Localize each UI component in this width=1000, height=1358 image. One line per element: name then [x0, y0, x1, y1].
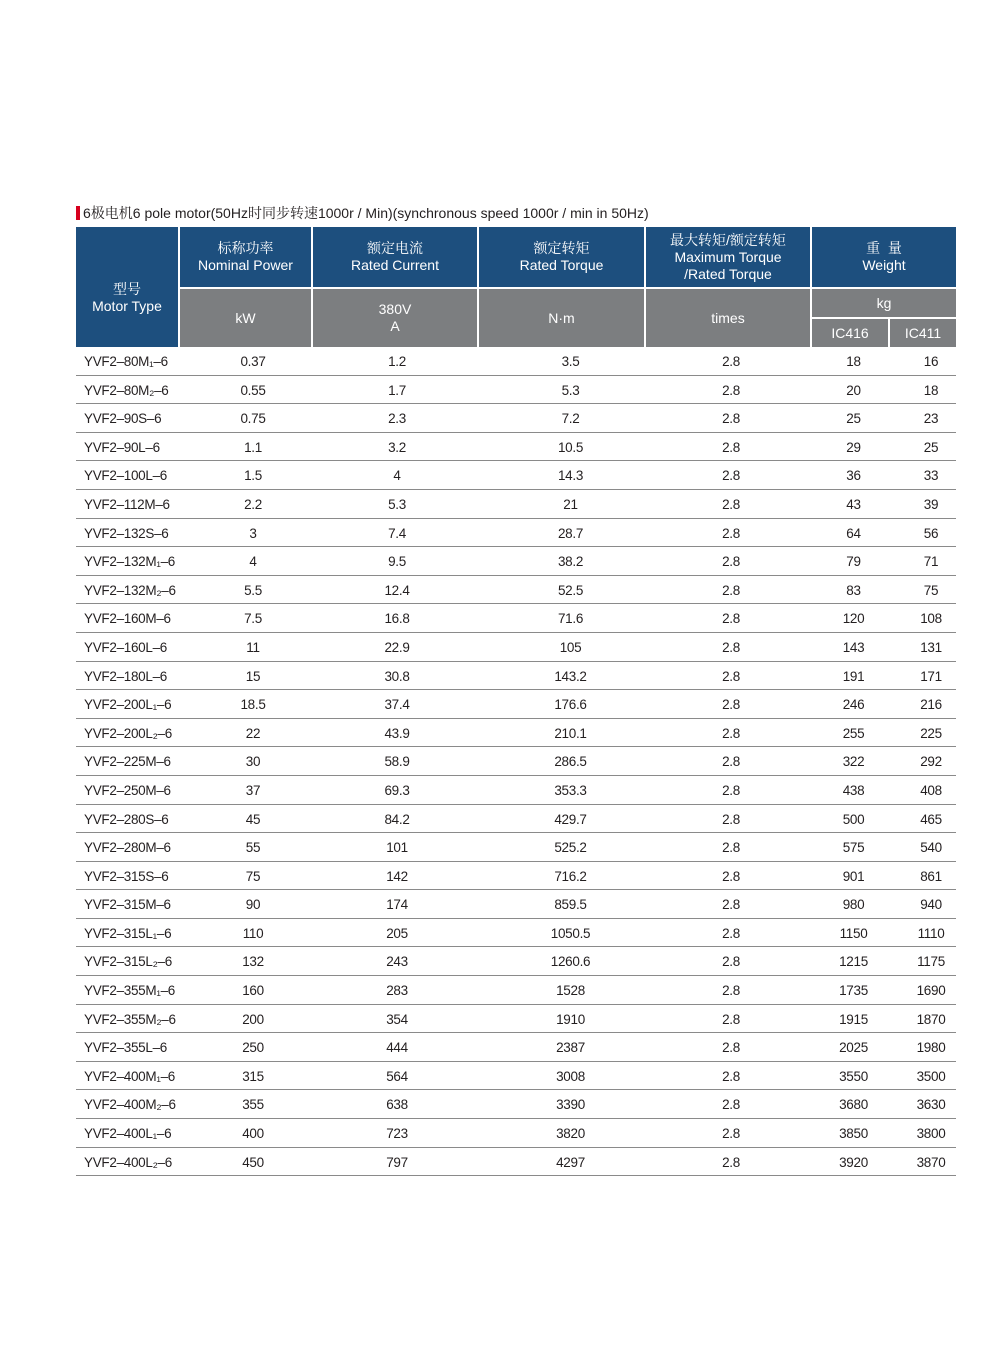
cell-motor-type: YVF2–400L₁–6 [84, 1126, 172, 1142]
header-motor-type-en: Motor Type [92, 298, 162, 314]
cell-weight-ic411: 108 [920, 611, 942, 627]
cell-nominal-power: 55 [245, 840, 261, 856]
unit-nm: N·m [479, 289, 644, 347]
cell-weight-ic411: 1110 [917, 925, 945, 941]
cell-max-torque-ratio: 2.8 [722, 840, 740, 856]
table-row [76, 1005, 956, 1034]
cell-max-torque-ratio: 2.8 [722, 983, 740, 999]
unit-ampere: A [390, 318, 400, 334]
cell-weight-ic416: 575 [842, 840, 865, 856]
table-title-text: 6极电机6 pole motor(50Hz时同步转速1000r / Min)(synchronous speed 1000r / min in 50Hz) [83, 205, 649, 221]
table-header [76, 227, 956, 347]
cell-weight-ic411: 3870 [916, 1154, 946, 1170]
cell-max-torque-ratio: 2.8 [722, 897, 740, 913]
header-maxtorque-en2: /Rated Torque [684, 265, 772, 282]
cell-weight-ic416: 901 [842, 868, 865, 884]
unit-voltage: 380V [378, 301, 412, 317]
cell-nominal-power: 11 [246, 639, 260, 655]
cell-rated-current: 12.4 [384, 582, 410, 598]
cell-rated-current: 30.8 [384, 668, 410, 684]
cell-max-torque-ratio: 2.8 [722, 1040, 740, 1056]
cell-nominal-power: 4 [249, 554, 257, 570]
cell-nominal-power: 1.1 [244, 439, 262, 455]
cell-rated-torque: 3390 [556, 1097, 585, 1113]
cell-max-torque-ratio: 2.8 [722, 382, 740, 398]
cell-motor-type: YVF2–90L–6 [84, 439, 160, 455]
cell-rated-current: 5.3 [388, 496, 406, 512]
cell-rated-torque: 1910 [556, 1011, 585, 1027]
cell-nominal-power: 18.5 [240, 697, 266, 713]
cell-weight-ic411: 1690 [916, 983, 946, 999]
header-maxtorque-en1: Maximum Torque [674, 248, 782, 265]
table-row [76, 347, 956, 376]
cell-motor-type: YVF2–200L₁–6 [84, 697, 172, 713]
table-row [76, 662, 956, 691]
cell-rated-current: 16.8 [384, 611, 410, 627]
cell-motor-type: YVF2–100L–6 [84, 468, 168, 484]
cell-motor-type: YVF2–280S–6 [84, 811, 169, 827]
cell-weight-ic411: 3500 [916, 1068, 946, 1084]
table-row [76, 976, 956, 1005]
table-row [76, 805, 956, 834]
header-motor-type-cn: 型号 [113, 281, 141, 297]
cell-rated-torque: 286.5 [554, 754, 587, 770]
cell-motor-type: YVF2–132S–6 [84, 525, 169, 541]
cell-rated-torque: 71.6 [557, 611, 584, 627]
table-row [76, 633, 956, 662]
cell-nominal-power: 160 [242, 983, 264, 999]
cell-nominal-power: 400 [242, 1126, 264, 1142]
cell-max-torque-ratio: 2.8 [722, 754, 740, 770]
cell-max-torque-ratio: 2.8 [722, 611, 740, 627]
cell-max-torque-ratio: 2.8 [722, 439, 740, 455]
cell-rated-current: 69.3 [384, 782, 410, 798]
cell-weight-ic416: 500 [842, 811, 865, 827]
cell-max-torque-ratio: 2.8 [722, 668, 740, 684]
cell-rated-current: 354 [386, 1011, 408, 1027]
cell-weight-ic411: 465 [920, 811, 942, 827]
cell-weight-ic416: 1215 [839, 954, 868, 970]
cell-rated-torque: 353.3 [554, 782, 587, 798]
cell-weight-ic416: 438 [842, 782, 865, 798]
table-row [76, 919, 956, 948]
cell-rated-current: 9.5 [388, 554, 406, 570]
cell-rated-torque: 14.3 [557, 468, 584, 484]
cell-weight-ic416: 79 [846, 554, 861, 570]
cell-max-torque-ratio: 2.8 [722, 868, 740, 884]
cell-rated-current: 142 [386, 868, 408, 884]
table-row [76, 947, 956, 976]
cell-rated-torque: 21 [563, 496, 578, 512]
cell-nominal-power: 15 [245, 668, 261, 684]
cell-max-torque-ratio: 2.8 [722, 782, 740, 798]
cell-motor-type: YVF2–400M₂–6 [84, 1097, 176, 1113]
table-row [76, 461, 956, 490]
cell-motor-type: YVF2–355M₂–6 [84, 1011, 176, 1027]
cell-nominal-power: 37 [245, 782, 261, 798]
cell-motor-type: YVF2–315L₁–6 [84, 925, 172, 941]
cell-rated-current: 283 [386, 983, 408, 999]
cell-weight-ic416: 3680 [839, 1097, 868, 1113]
cell-weight-ic411: 56 [923, 525, 939, 541]
cell-nominal-power: 0.75 [240, 411, 266, 427]
cell-nominal-power: 7.5 [244, 611, 262, 627]
cell-rated-current: 4 [393, 468, 401, 484]
cell-nominal-power: 200 [242, 1011, 264, 1027]
cell-weight-ic416: 36 [846, 468, 861, 484]
cell-motor-type: YVF2–250M–6 [84, 782, 171, 798]
header-nominal-power [180, 227, 311, 287]
cell-weight-ic416: 43 [846, 496, 861, 512]
cell-weight-ic416: 83 [846, 582, 861, 598]
cell-weight-ic416: 3920 [839, 1154, 868, 1170]
cell-motor-type: YVF2–315S–6 [84, 868, 169, 884]
cell-max-torque-ratio: 2.8 [722, 954, 740, 970]
table-row [76, 890, 956, 919]
cell-nominal-power: 0.37 [240, 354, 266, 369]
table-row [76, 747, 956, 776]
cell-rated-torque: 28.7 [557, 525, 584, 541]
cell-max-torque-ratio: 2.8 [722, 1154, 740, 1170]
cell-rated-torque: 10.5 [557, 439, 584, 455]
table-row [76, 1090, 956, 1119]
cell-rated-torque: 3008 [556, 1068, 585, 1084]
cell-rated-current: 564 [386, 1068, 408, 1084]
cell-nominal-power: 315 [242, 1068, 264, 1084]
cell-weight-ic411: 18 [923, 382, 939, 398]
title-marker [76, 206, 80, 220]
cell-weight-ic411: 3800 [916, 1126, 946, 1142]
cell-weight-ic416: 64 [846, 525, 861, 541]
cell-rated-current: 3.2 [388, 439, 406, 455]
cell-rated-current: 797 [386, 1154, 408, 1170]
cell-weight-ic411: 1980 [916, 1040, 946, 1056]
cell-nominal-power: 250 [242, 1040, 264, 1056]
header-power-cn: 标称功率 [217, 240, 274, 256]
cell-max-torque-ratio: 2.8 [722, 554, 740, 570]
cell-rated-torque: 716.2 [554, 868, 587, 884]
table-row [76, 690, 956, 719]
cell-weight-ic416: 322 [842, 754, 865, 770]
cell-rated-torque: 3.5 [561, 354, 580, 369]
table-row [76, 1062, 956, 1091]
cell-weight-ic411: 171 [920, 668, 942, 684]
table-row [76, 376, 956, 405]
cell-weight-ic411: 292 [920, 754, 942, 770]
cell-weight-ic411: 225 [920, 725, 942, 741]
header-motor-type [76, 227, 178, 347]
header-power-en: Nominal Power [198, 257, 293, 273]
cell-nominal-power: 0.55 [240, 382, 266, 398]
header-rated-torque [479, 227, 644, 287]
unit-times: times [646, 289, 810, 347]
cell-max-torque-ratio: 2.8 [722, 639, 740, 655]
cell-rated-current: 1.2 [388, 354, 406, 369]
cell-rated-current: 723 [386, 1126, 408, 1142]
cell-rated-current: 2.3 [388, 411, 406, 427]
table-row [76, 547, 956, 576]
cell-motor-type: YVF2–160M–6 [84, 611, 171, 627]
cell-nominal-power: 45 [245, 811, 261, 827]
cell-nominal-power: 1.5 [244, 468, 262, 484]
header-current-en: Rated Current [351, 257, 439, 273]
cell-weight-ic411: 408 [920, 782, 942, 798]
header-weight-cn: 重 量 [866, 240, 902, 256]
cell-rated-current: 43.9 [384, 725, 410, 741]
unit-kw: kW [180, 289, 311, 347]
cell-weight-ic416: 25 [846, 411, 861, 427]
cell-nominal-power: 90 [245, 897, 261, 913]
header-torque-cn: 额定转矩 [533, 240, 590, 256]
cell-motor-type: YVF2–315L₂–6 [84, 954, 172, 970]
cell-weight-ic411: 540 [920, 840, 942, 856]
cell-rated-torque: 176.6 [554, 697, 587, 713]
cell-rated-torque: 38.2 [557, 554, 584, 570]
table-row [76, 519, 956, 548]
cell-motor-type: YVF2–160L–6 [84, 639, 168, 655]
cell-max-torque-ratio: 2.8 [722, 811, 740, 827]
cell-motor-type: YVF2–280M–6 [84, 840, 171, 856]
cell-weight-ic416: 2025 [839, 1040, 868, 1056]
table-row [76, 1148, 956, 1177]
cell-max-torque-ratio: 2.8 [722, 697, 740, 713]
cell-motor-type: YVF2–400M₁–6 [84, 1068, 176, 1084]
cell-weight-ic411: 33 [923, 468, 939, 484]
cell-rated-torque: 525.2 [554, 840, 587, 856]
cell-motor-type: YVF2–80M₂–6 [84, 382, 169, 398]
cell-weight-ic411: 16 [923, 354, 939, 369]
cell-motor-type: YVF2–80M₁–6 [84, 354, 168, 369]
cell-weight-ic416: 191 [842, 668, 865, 684]
cell-weight-ic416: 3850 [839, 1126, 868, 1142]
cell-weight-ic416: 143 [842, 639, 865, 655]
cell-max-torque-ratio: 2.8 [722, 468, 740, 484]
cell-rated-current: 444 [386, 1040, 408, 1056]
cell-weight-ic411: 940 [920, 897, 942, 913]
cell-rated-torque: 210.1 [554, 725, 587, 741]
cell-rated-torque: 105 [559, 639, 582, 655]
cell-weight-ic411: 75 [923, 582, 939, 598]
cell-motor-type: YVF2–355L–6 [84, 1040, 168, 1056]
unit-current [313, 289, 477, 347]
cell-weight-ic411: 216 [920, 697, 942, 713]
cell-rated-torque: 1050.5 [550, 925, 591, 941]
cell-nominal-power: 2.2 [244, 496, 262, 512]
table-row [76, 490, 956, 519]
cell-weight-ic411: 861 [920, 868, 942, 884]
cell-rated-current: 84.2 [384, 811, 410, 827]
col-ic411: IC411 [890, 319, 956, 347]
cell-rated-current: 174 [386, 897, 408, 913]
cell-motor-type: YVF2–90S–6 [84, 411, 162, 427]
cell-rated-torque: 1260.6 [550, 954, 591, 970]
motor-spec-table [76, 227, 956, 1176]
cell-weight-ic416: 120 [842, 611, 865, 627]
cell-max-torque-ratio: 2.8 [722, 1126, 740, 1142]
cell-nominal-power: 132 [242, 954, 264, 970]
cell-rated-current: 243 [386, 954, 408, 970]
col-ic416: IC416 [812, 319, 888, 347]
cell-weight-ic416: 3550 [839, 1068, 868, 1084]
cell-rated-current: 58.9 [384, 754, 410, 770]
cell-rated-torque: 859.5 [554, 897, 587, 913]
header-torque-en: Rated Torque [519, 257, 604, 273]
cell-weight-ic411: 1175 [917, 954, 945, 970]
cell-nominal-power: 30 [245, 754, 261, 770]
cell-rated-torque: 4297 [556, 1154, 585, 1170]
cell-weight-ic411: 23 [923, 411, 939, 427]
cell-rated-current: 7.4 [388, 525, 406, 541]
cell-weight-ic416: 1150 [839, 925, 868, 941]
cell-weight-ic416: 980 [842, 897, 865, 913]
cell-rated-torque: 52.5 [557, 582, 584, 598]
cell-motor-type: YVF2–400L₂–6 [84, 1154, 172, 1170]
cell-nominal-power: 450 [242, 1154, 264, 1170]
cell-rated-torque: 2387 [556, 1040, 585, 1056]
cell-nominal-power: 3 [249, 525, 257, 541]
header-max-torque [646, 227, 810, 287]
table-row [76, 1033, 956, 1062]
cell-weight-ic416: 1735 [839, 983, 868, 999]
table-row [76, 776, 956, 805]
cell-weight-ic411: 71 [923, 554, 939, 570]
cell-rated-torque: 7.2 [561, 411, 580, 427]
table-row [76, 433, 956, 462]
cell-max-torque-ratio: 2.8 [722, 496, 740, 512]
table-row [76, 862, 956, 891]
cell-rated-torque: 429.7 [554, 811, 587, 827]
header-rated-current [313, 227, 477, 287]
cell-rated-torque: 1528 [556, 983, 585, 999]
cell-motor-type: YVF2–355M₁–6 [84, 983, 176, 999]
table-row [76, 576, 956, 605]
cell-weight-ic411: 1870 [916, 1011, 946, 1027]
cell-motor-type: YVF2–180L–6 [84, 668, 168, 684]
cell-nominal-power: 5.5 [244, 582, 262, 598]
header-weight [812, 227, 956, 287]
cell-weight-ic416: 1915 [839, 1011, 868, 1027]
cell-rated-torque: 5.3 [561, 382, 580, 398]
cell-max-torque-ratio: 2.8 [722, 1011, 740, 1027]
cell-rated-current: 638 [386, 1097, 408, 1113]
cell-weight-ic416: 255 [842, 725, 865, 741]
cell-max-torque-ratio: 2.8 [722, 925, 740, 941]
cell-weight-ic411: 39 [923, 496, 939, 512]
table-row [76, 604, 956, 633]
cell-nominal-power: 110 [242, 925, 264, 941]
cell-weight-ic411: 131 [920, 639, 942, 655]
cell-nominal-power: 355 [242, 1097, 264, 1113]
cell-rated-torque: 3820 [556, 1126, 585, 1142]
cell-nominal-power: 75 [245, 868, 261, 884]
cell-rated-current: 37.4 [384, 697, 410, 713]
cell-weight-ic416: 29 [846, 439, 861, 455]
cell-rated-current: 205 [386, 925, 408, 941]
cell-max-torque-ratio: 2.8 [722, 1068, 740, 1084]
table-row [76, 404, 956, 433]
cell-weight-ic416: 246 [842, 697, 865, 713]
cell-weight-ic411: 25 [923, 439, 939, 455]
table-body [76, 347, 956, 1176]
table-row [76, 833, 956, 862]
cell-rated-current: 1.7 [388, 382, 406, 398]
table-title [76, 203, 649, 223]
header-weight-en: Weight [862, 257, 906, 273]
table-row [76, 1119, 956, 1148]
cell-max-torque-ratio: 2.8 [722, 525, 740, 541]
cell-rated-current: 101 [386, 840, 408, 856]
cell-motor-type: YVF2–132M₂–6 [84, 582, 176, 598]
cell-max-torque-ratio: 2.8 [722, 582, 740, 598]
cell-rated-current: 22.9 [384, 639, 410, 655]
cell-motor-type: YVF2–315M–6 [84, 897, 171, 913]
cell-nominal-power: 22 [245, 725, 261, 741]
header-current-cn: 额定电流 [367, 240, 423, 256]
cell-max-torque-ratio: 2.8 [722, 1097, 740, 1113]
cell-weight-ic416: 20 [846, 382, 861, 398]
header-maxtorque-cn: 最大转矩/额定转矩 [670, 231, 786, 248]
cell-weight-ic411: 3630 [916, 1097, 946, 1113]
cell-motor-type: YVF2–112M–6 [84, 496, 170, 512]
cell-motor-type: YVF2–200L₂–6 [84, 725, 172, 741]
cell-motor-type: YVF2–132M₁–6 [84, 554, 176, 570]
unit-kg: kg [812, 289, 956, 317]
table-row [76, 719, 956, 748]
cell-rated-torque: 143.2 [554, 668, 587, 684]
cell-max-torque-ratio: 2.8 [722, 725, 740, 741]
cell-motor-type: YVF2–225M–6 [84, 754, 171, 770]
cell-max-torque-ratio: 2.8 [722, 354, 740, 369]
cell-weight-ic416: 18 [846, 354, 861, 369]
cell-max-torque-ratio: 2.8 [722, 411, 740, 427]
